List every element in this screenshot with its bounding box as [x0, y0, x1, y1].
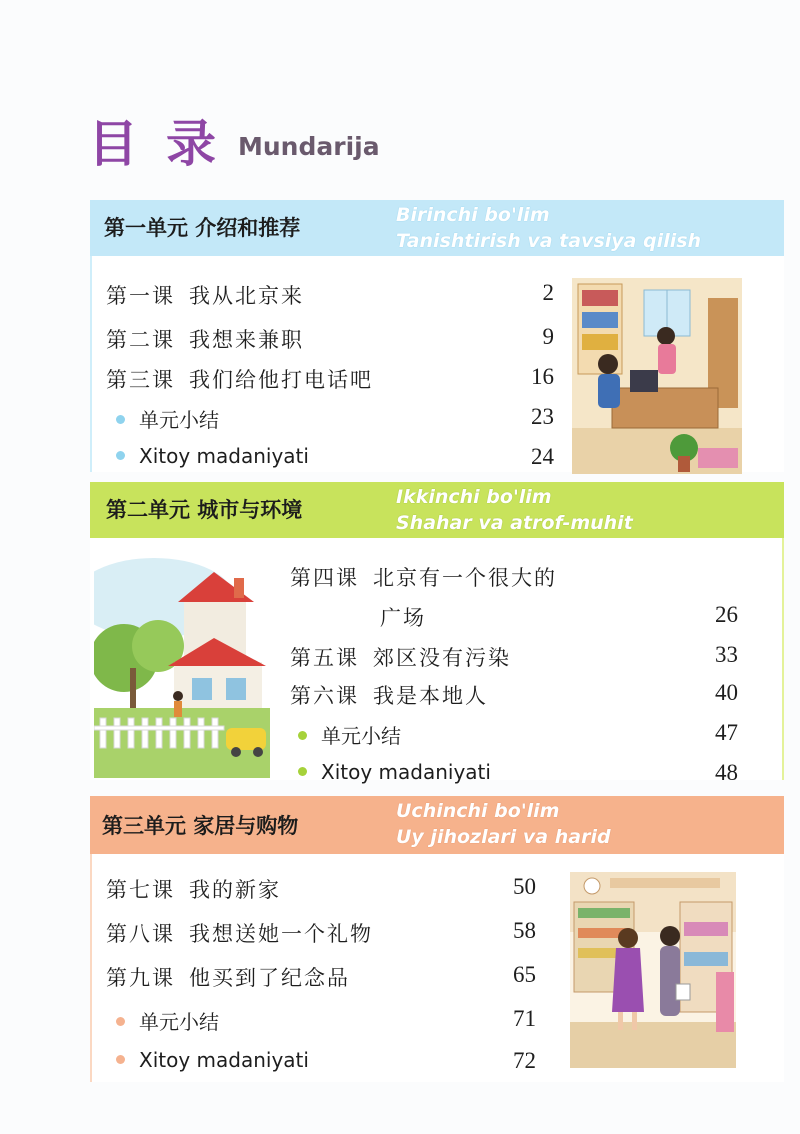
title-uzbek: Mundarija — [238, 132, 380, 161]
page-number: 58 — [513, 918, 536, 943]
lesson-title: 我想来兼职 — [189, 328, 304, 352]
unit-2-uz-line2: Shahar va atrof-muhit — [396, 512, 633, 534]
unit-3-title: 第三单元 家居与购物 — [102, 814, 299, 838]
page-number: 33 — [715, 642, 738, 667]
bullet-dot — [116, 415, 125, 424]
bullet-dot — [298, 731, 307, 740]
toc-row[interactable] — [106, 324, 554, 356]
unit-3-header — [90, 796, 784, 854]
unit-1-uz-title — [396, 202, 701, 254]
page-number: 47 — [715, 720, 738, 745]
lesson-number: 第八课 — [106, 922, 175, 946]
unit-3-uz-title — [396, 798, 611, 850]
unit-2-uz-line1: Ikkinchi bo'lim — [396, 486, 552, 508]
bullet-dot — [116, 451, 125, 460]
unit-1-uz-line1: Birinchi bo'lim — [396, 204, 550, 226]
toc-row[interactable] — [106, 364, 554, 396]
page-number: 40 — [715, 680, 738, 705]
page-number: 65 — [513, 962, 536, 987]
lesson-number: 第三课 — [106, 368, 175, 392]
toc-row-continued[interactable] — [380, 602, 738, 634]
page-number: 23 — [531, 404, 554, 429]
page-number: 26 — [715, 602, 738, 627]
page-number: 72 — [513, 1048, 536, 1073]
lesson-number: 第九课 — [106, 966, 175, 990]
unit-3-uz-line2: Uy jihozlari va harid — [396, 826, 611, 848]
unit-2-header — [90, 482, 784, 538]
toc-row[interactable] — [290, 562, 557, 594]
toc-row[interactable] — [106, 874, 536, 906]
lesson-title: 北京有一个很大的 — [373, 566, 557, 590]
unit-1-title: 第一单元 介绍和推荐 — [104, 216, 301, 240]
lesson-title-continued: 广场 — [380, 606, 426, 630]
lesson-number: 第四课 — [290, 566, 359, 590]
toc-row[interactable] — [116, 404, 554, 436]
bullet-dot — [116, 1017, 125, 1026]
lesson-title: 我们给他打电话吧 — [189, 368, 373, 392]
unit-3-section — [90, 796, 784, 1082]
bullet-dot — [116, 1055, 125, 1064]
unit-summary-label: 单元小结 — [139, 408, 219, 432]
toc-row[interactable] — [106, 962, 536, 994]
lesson-title: 我是本地人 — [373, 684, 488, 708]
unit-summary-label: 单元小结 — [139, 1010, 219, 1034]
page-number: 9 — [542, 324, 554, 349]
toc-row[interactable] — [298, 760, 738, 792]
lesson-number: 第六课 — [290, 684, 359, 708]
lesson-number: 第七课 — [106, 878, 175, 902]
toc-row[interactable] — [298, 720, 738, 752]
house-illustration — [94, 558, 270, 778]
page-number: 48 — [715, 760, 738, 785]
unit-summary-label: 单元小结 — [321, 724, 401, 748]
toc-row[interactable] — [290, 680, 738, 712]
lesson-title: 我从北京来 — [189, 284, 304, 308]
unit-1-uz-line2: Tanishtirish va tavsiya qilish — [396, 230, 702, 252]
culture-label: Xitoy madaniyati — [139, 1048, 309, 1072]
unit-1-header — [90, 200, 784, 256]
lesson-number: 第一课 — [106, 284, 175, 308]
page-number: 2 — [542, 280, 554, 305]
bullet-dot — [298, 767, 307, 776]
toc-row[interactable] — [106, 918, 536, 950]
unit-2-section — [90, 482, 784, 785]
lesson-title: 他买到了纪念品 — [189, 966, 350, 990]
toc-row[interactable] — [116, 1006, 536, 1038]
shop-illustration — [570, 872, 736, 1068]
page-number: 71 — [513, 1006, 536, 1031]
title-chinese: 目录 — [88, 115, 244, 173]
toc-row[interactable] — [106, 280, 554, 312]
culture-label: Xitoy madaniyati — [139, 444, 309, 468]
culture-label: Xitoy madaniyati — [321, 760, 491, 784]
toc-row[interactable] — [116, 444, 554, 476]
lesson-number: 第二课 — [106, 328, 175, 352]
lesson-number: 第五课 — [290, 646, 359, 670]
toc-row[interactable] — [290, 642, 738, 674]
page-number: 24 — [531, 444, 554, 469]
unit-1-section — [90, 200, 784, 472]
page-number: 16 — [531, 364, 554, 389]
lesson-title: 我的新家 — [189, 878, 281, 902]
lesson-title: 郊区没有污染 — [373, 646, 511, 670]
unit-2-title: 第二单元 城市与环境 — [106, 498, 303, 522]
office-illustration — [572, 278, 742, 474]
unit-3-uz-line1: Uchinchi bo'lim — [396, 800, 560, 822]
unit-2-uz-title — [396, 484, 633, 536]
lesson-title: 我想送她一个礼物 — [189, 922, 373, 946]
toc-row[interactable] — [116, 1048, 536, 1080]
page-number: 50 — [513, 874, 536, 899]
